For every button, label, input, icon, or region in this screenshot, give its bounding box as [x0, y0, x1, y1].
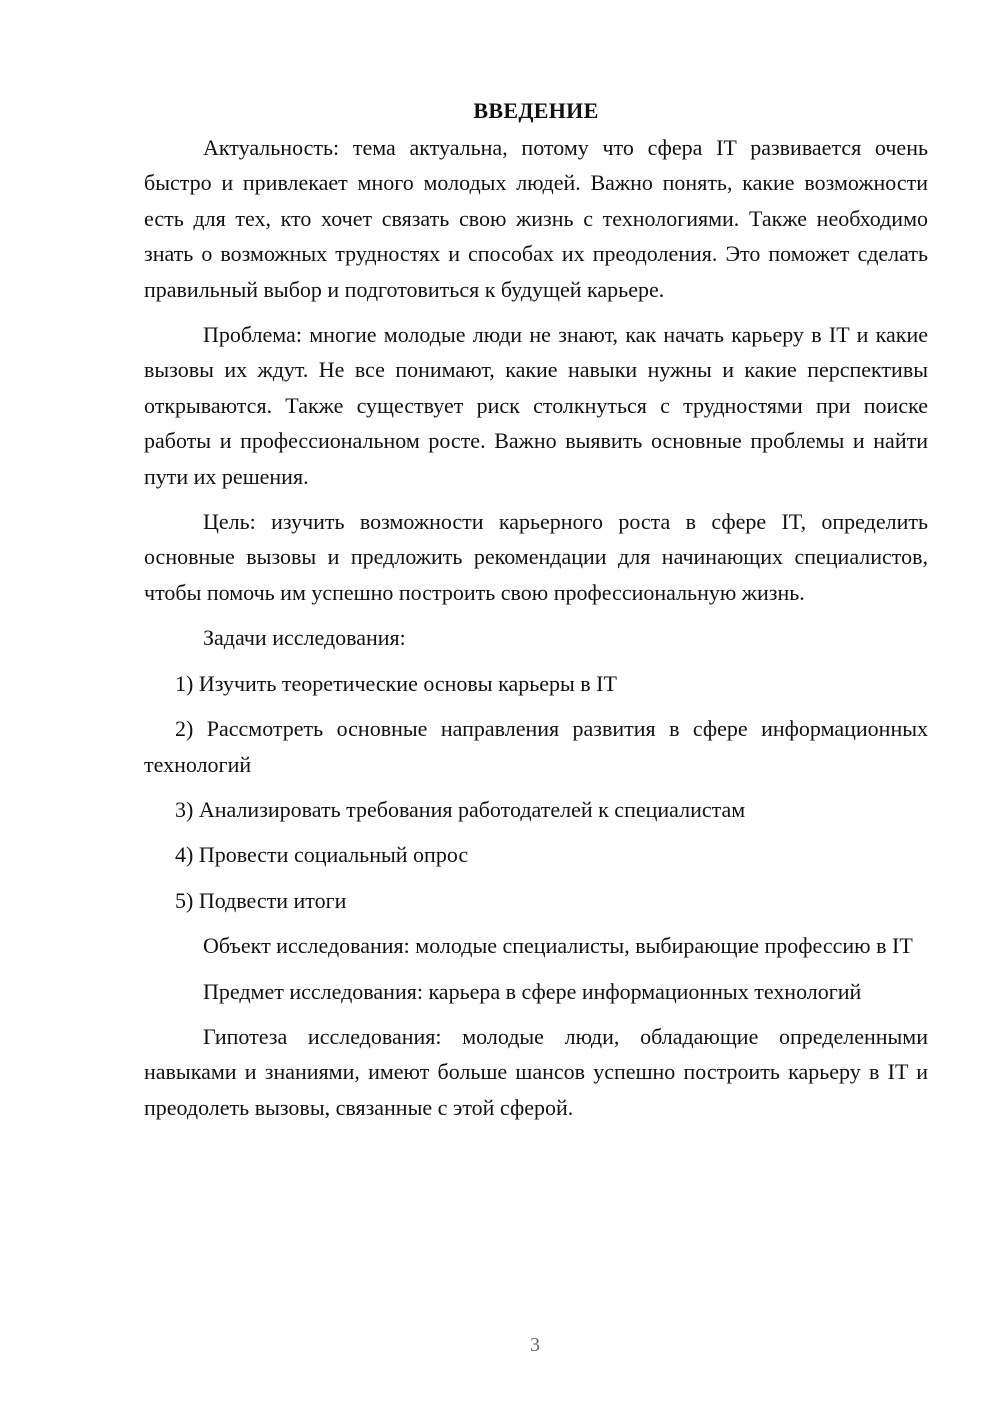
task-item-1: 1) Изучить теоретические основы карьеры в IT: [175, 670, 617, 696]
paragraph-problem: Проблема: многие молодые люди не знают, как начать карьеру в IT и какие вызовы их ждут. Не все понимают, какие навыки нужны и какие перспективы открываются. Также существует риск столкнуться с трудностями при поиске работы и профессиональном росте. Важно выявить основные проблемы и найти пути их решения.: [144, 322, 928, 489]
page-number: 3: [530, 1334, 540, 1356]
section-title: ВВЕДЕНИЕ: [473, 98, 599, 123]
paragraph-subject: Предмет исследования: карьера в сфере информационных технологий: [203, 978, 862, 1004]
paragraph-hypothesis: Гипотеза исследования: молодые люди, обладающие определенными навыками и знаниями, имеют больше шансов успешно построить карьеру в IT и преодолеть вызовы, связанные с этой сферой.: [144, 1023, 928, 1120]
task-item-3: 3) Анализировать требования работодателей к специалистам: [175, 796, 746, 822]
task-item-2: 2) Рассмотреть основные направления развития в сфере информационных технологий: [144, 716, 928, 777]
paragraph-relevance: Актуальность: тема актуальна, потому что сфера IT развивается очень быстро и привлекает много молодых людей. Важно понять, какие возможности есть для тех, кто хочет связать свою жизнь с технологиями. Также необходимо знать о возможных трудностях и способах их преодоления. Это поможет сделать правильный выбор и подготовиться к будущей карьере.: [144, 135, 928, 302]
page-content: [144, 94, 928, 1125]
paragraph-object: Объект исследования: молодые специалисты, выбирающие профессию в IT: [203, 933, 913, 959]
task-item-5: 5) Подвести итоги: [175, 887, 347, 913]
tasks-heading: Задачи исследования:: [203, 625, 406, 651]
paragraph-goal: Цель: изучить возможности карьерного роста в сфере IT, определить основные вызовы и предложить рекомендации для начинающих специалистов, чтобы помочь им успешно построить свою профессиональную жизнь.: [144, 509, 928, 605]
task-item-4: 4) Провести социальный опрос: [175, 842, 469, 868]
